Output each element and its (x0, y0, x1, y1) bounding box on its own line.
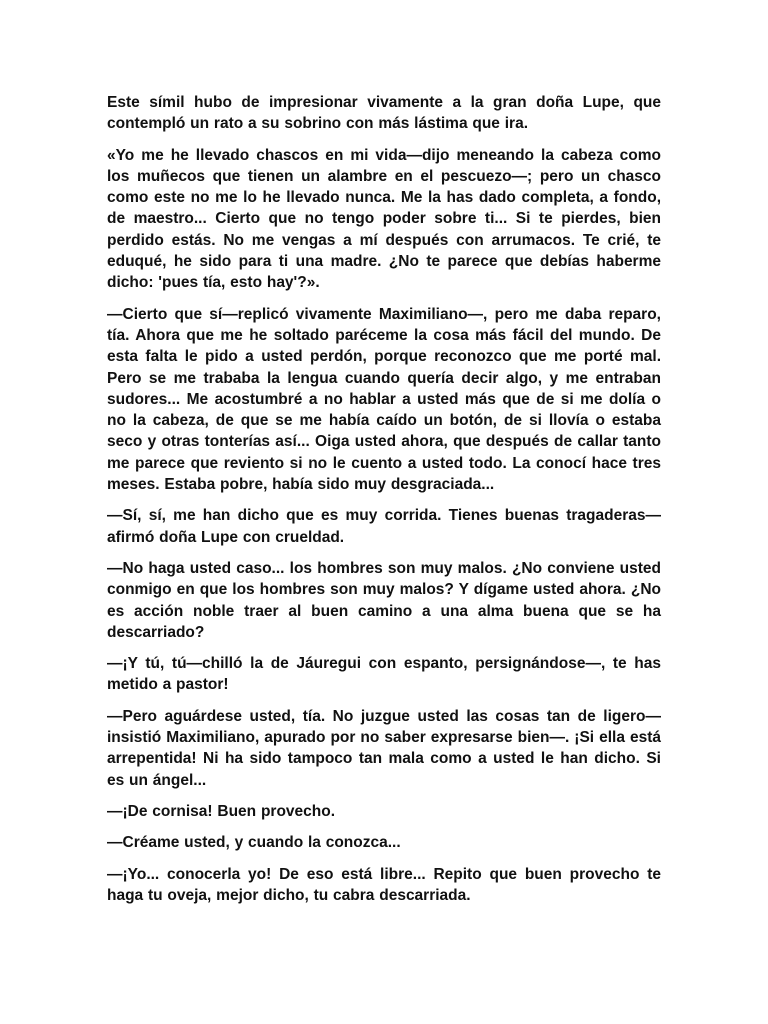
paragraph-7: —Pero aguárdese usted, tía. No juzgue usted las cosas tan de ligero—insistió Maximiliano, apurado por no saber expresarse bien—. ¡Si ella está arrepentida! Ni ha sido tampoco tan mala como a usted le han dicho. Si es un ángel... (107, 707, 661, 789)
paragraph-4: —Sí, sí, me han dicho que es muy corrida. Tienes buenas tragaderas—afirmó doña Lupe con crueldad. (107, 507, 661, 546)
paragraph-10: —¡Yo... conocerla yo! De eso está libre... Repito que buen provecho te haga tu oveja, mejor dicho, tu cabra descarriada. (107, 865, 661, 904)
paragraph-3: —Cierto que sí—replicó vivamente Maximiliano—, pero me daba reparo, tía. Ahora que me he soltado paréceme la cosa más fácil del mundo. De esta falta le pido a usted perdón, porque reconozco que me porté mal. Pero se me trababa la lengua cuando quería decir algo, y me entraban sudores... Me acostumbré a no hablar a usted más que de si me dolía o no la cabeza, de que se me había caído un botón, de si llovía o estaba seco y otras tonterías así... Oiga usted ahora, que después de callar tanto me parece que reviento si no le cuento a usted todo. La conocí hace tres meses. Estaba pobre, había sido muy desgraciada... (107, 305, 661, 494)
paragraph-1: Este símil hubo de impresionar vivamente a la gran doña Lupe, que contempló un rato a su sobrino con más lástima que ira. (107, 94, 661, 133)
paragraph-9: —Créame usted, y cuando la conozca... (107, 834, 401, 852)
paragraph-6: —¡Y tú, tú—chilló la de Jáuregui con espanto, persignándose—, te has metido a pastor! (107, 655, 661, 694)
paragraph-5: —No haga usted caso... los hombres son muy malos. ¿No conviene usted conmigo en que los hombres son muy malos? Y dígame usted ahora. ¿No es acción noble traer al buen camino a una alma buena que se ha descarriado? (107, 559, 661, 641)
paragraph-2: «Yo me he llevado chascos en mi vida—dijo meneando la cabeza como los muñecos que tienen un alambre en el pescuezo—; pero un chasco como este no me lo he llevado nunca. Me la has dado completa, a fondo, de maestro... Cierto que no tengo poder sobre ti... Si te pierdes, bien perdido estás. No me vengas a mí después con arrumacos. Te crié, te eduqué, he sido para ti una madre. ¿No te parece que debías haberme dicho: 'pues tía, esto hay'?». (107, 146, 661, 292)
document-page (107, 92, 661, 916)
paragraph-8: —¡De cornisa! Buen provecho. (107, 802, 336, 820)
